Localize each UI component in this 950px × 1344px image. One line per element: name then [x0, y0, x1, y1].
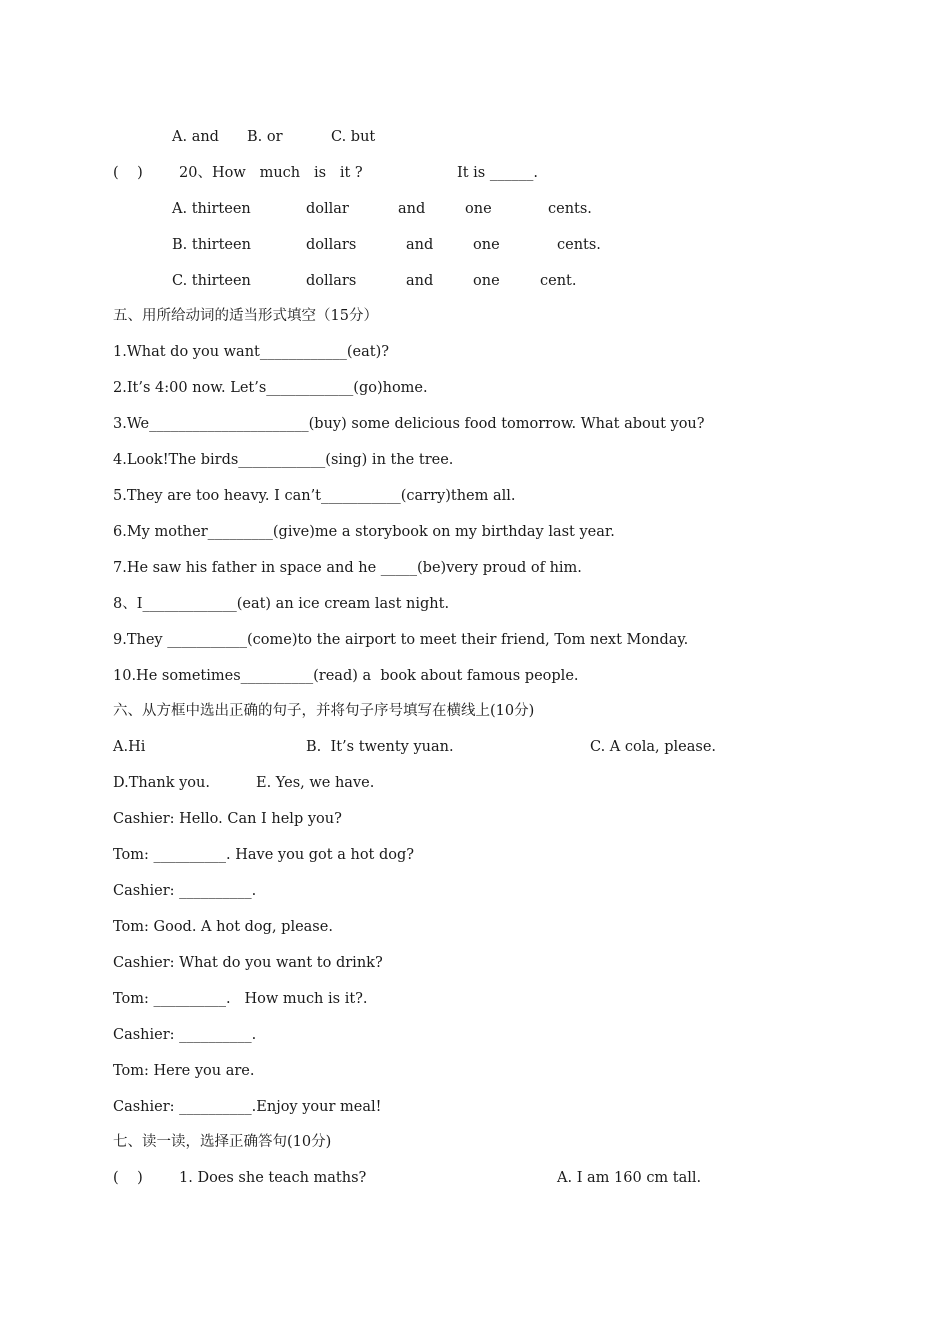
option-c-part: one	[473, 273, 500, 289]
option-a-part: cents.	[548, 201, 592, 217]
dialogue-line: Cashier: Hello. Can I help you?	[113, 811, 342, 827]
option-a-part: and	[398, 201, 426, 217]
dialogue-line: Cashier: __________.	[113, 1027, 257, 1043]
question-stem: 20、How much is it ?	[179, 165, 363, 181]
fill-item: 2.It’s 4:00 now. Let’s____________(go)home.	[113, 380, 428, 396]
fill-item: 3.We______________________(buy) some delicious food tomorrow. What about you?	[113, 416, 705, 432]
answer-bracket: ( )	[113, 165, 143, 181]
dialogue-line: Cashier: What do you want to drink?	[113, 955, 383, 971]
option-b-part: dollars	[306, 237, 357, 253]
fill-item: 8、I_____________(eat) an ice cream last night.	[113, 596, 450, 612]
answer-option: A. I am 160 cm tall.	[557, 1170, 702, 1186]
option-a-part: dollar	[306, 201, 349, 217]
option-b: B. or	[247, 129, 283, 145]
fill-item: 9.They ___________(come)to the airport to meet their friend, Tom next Monday.	[113, 632, 689, 648]
option-c-part: and	[406, 273, 434, 289]
choice: C. A cola, please.	[590, 739, 717, 755]
option-c-part: C. thirteen	[172, 273, 251, 289]
dialogue-line: Tom: Here you are.	[113, 1063, 255, 1079]
option-b-part: one	[473, 237, 500, 253]
dialogue-line: Cashier: __________.	[113, 883, 257, 899]
dialogue-line: Tom: __________. Have you got a hot dog?	[113, 847, 415, 863]
option-c-part: cent.	[540, 273, 577, 289]
option-c: C. but	[331, 129, 376, 145]
section-title: 六、从方框中选出正确的句子，并将句子序号填写在横线上(10分)	[113, 703, 535, 719]
answer-bracket: ( )	[113, 1170, 143, 1186]
choice: B. It’s twenty yuan.	[306, 739, 454, 755]
option-b-part: and	[406, 237, 434, 253]
dialogue-line: Cashier: __________.Enjoy your meal!	[113, 1099, 382, 1115]
option-c-part: dollars	[306, 273, 357, 289]
dialogue-line: Tom: __________. How much is it?.	[113, 991, 368, 1007]
section-title: 五、用所给动词的适当形式填空（15分）	[113, 308, 378, 324]
section-title: 七、读一读，选择正确答句(10分)	[113, 1134, 332, 1150]
option-b-part: cents.	[557, 237, 601, 253]
choice: A.Hi	[113, 739, 146, 755]
choice: E. Yes, we have.	[256, 775, 375, 791]
fill-item: 7.He saw his father in space and he _____(be)very proud of him.	[113, 560, 582, 576]
fill-item: 4.Look!The birds____________(sing) in the tree.	[113, 452, 454, 468]
fill-item: 1.What do you want____________(eat)?	[113, 344, 390, 360]
answer-blank: It is ______.	[457, 165, 538, 181]
option-a: A. and	[172, 129, 219, 145]
dialogue-line: Tom: Good. A hot dog, please.	[113, 919, 333, 935]
option-a-part: one	[465, 201, 492, 217]
option-b-part: B. thirteen	[172, 237, 251, 253]
choice: D.Thank you.	[113, 775, 210, 791]
fill-item: 6.My mother_________(give)me a storybook on my birthday last year.	[113, 524, 615, 540]
question-text: 1. Does she teach maths?	[179, 1170, 367, 1186]
fill-item: 10.He sometimes__________(read) a book about famous people.	[113, 668, 579, 684]
fill-item: 5.They are too heavy. I can’t___________(carry)them all.	[113, 488, 516, 504]
option-a-part: A. thirteen	[172, 201, 251, 217]
